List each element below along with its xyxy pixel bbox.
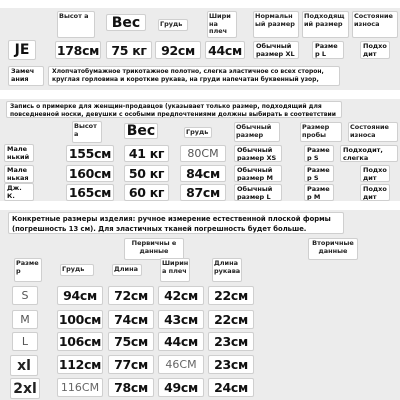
s2-row-c-label: Дж. К.: [4, 183, 34, 201]
s2-row-c-sample: Разме р M: [304, 184, 334, 201]
section-1-table: [0, 8, 400, 90]
size-s: S: [12, 286, 38, 305]
je-weight: 75 кг: [106, 41, 152, 59]
size-l: L: [12, 332, 38, 351]
header-height: Высот а: [57, 11, 95, 38]
s3-header-chest: Грудь: [60, 264, 94, 276]
header-wear-state: Состояние износа: [352, 11, 398, 38]
size-m-sleeve: 22см: [208, 310, 254, 329]
size-2xl-sleeve: 24см: [208, 378, 254, 397]
size-m-shoulder: 43см: [158, 310, 204, 329]
je-chest: 92см: [155, 41, 201, 59]
size-2xl: 2xl: [10, 378, 40, 399]
s2-row-a-state: Подходит, слегка: [340, 145, 398, 162]
s3-header-length: Длина: [112, 264, 142, 276]
size-xl-shoulder: 46CM: [158, 355, 204, 374]
s2-row-b-label: Мале нькая: [4, 165, 34, 183]
primary-data-label: Первичны е данные: [124, 238, 184, 260]
size-s-chest: 94см: [57, 286, 103, 305]
s2-row-c-state: Подхо дит: [360, 184, 390, 201]
s2-row-c-weight: 60 кг: [124, 184, 169, 201]
s2-row-a-label: Мале нький: [4, 144, 34, 162]
je-shoulder: 44см: [205, 41, 245, 59]
s2-row-c-height: 165см: [66, 184, 114, 201]
je-wear-state: Подхо дит: [360, 41, 390, 59]
s2-row-b-weight: 50 кг: [124, 165, 169, 182]
header-weight: Вес: [106, 14, 146, 31]
size-m: M: [12, 310, 38, 329]
s2-row-b-chest: 84см: [180, 165, 226, 182]
s2-row-a-weight: 41 кг: [124, 145, 169, 162]
je-normal-size: Обычный размер XL: [253, 41, 299, 59]
header-normal-size: Нормальн ый размер: [253, 11, 299, 38]
s3-header-shoulder: Ширин а плеч: [160, 258, 190, 282]
s2-header-weight: Вес: [124, 123, 158, 139]
size-m-length: 74см: [108, 310, 154, 329]
s2-header-chest: Грудь: [184, 127, 212, 138]
s3-header-sleeve: Длина рукава: [212, 258, 242, 282]
header-chest: Грудь: [158, 19, 188, 31]
size-xl-length: 77см: [108, 355, 154, 374]
size-l-length: 75см: [108, 332, 154, 351]
size-l-shoulder: 44см: [158, 332, 204, 351]
s3-header-size: Разме р: [14, 258, 42, 282]
section-3-intro: Конкретные размеры изделия: ручное измерение естественной плоской формы (погрешность 13 см). Для эластичных тканей погрешность будет больше.: [8, 212, 344, 234]
s2-row-b-normal: Обычный размер M: [234, 165, 282, 182]
s2-header-height: Высот а: [72, 121, 102, 143]
size-l-chest: 106см: [58, 334, 102, 349]
size-m-chest: 100см: [58, 312, 102, 327]
size-l-sleeve: 23см: [208, 332, 254, 351]
s2-row-a-chest: 80СМ: [180, 145, 226, 162]
size-s-shoulder: 42см: [158, 286, 204, 305]
s2-row-a-normal: Обычный размер XS: [234, 145, 282, 162]
note-text: Хлопчатобумажное трикотажное полотно, слегка эластичное со всех сторон, круглая горловина и короткие рукава, на груди напечатан буквенный узор,: [48, 66, 340, 86]
size-xl: xl: [10, 355, 38, 376]
s2-row-b-sample: Разме р S: [304, 165, 334, 182]
row-label-je: JE: [8, 40, 36, 60]
s2-row-c-chest: 87см: [180, 184, 226, 201]
size-2xl-length: 78см: [108, 378, 154, 397]
s2-row-a-sample: Разме р S: [304, 145, 334, 162]
s2-row-a-height: 155см: [66, 145, 114, 162]
s2-row-c-normal: Обычный размер L: [234, 184, 282, 201]
size-xl-chest: 112см: [58, 357, 102, 372]
header-shoulder: Шири на плеч: [207, 11, 237, 38]
s2-row-b-height: 160см: [66, 165, 114, 182]
section-2-table: [0, 99, 400, 201]
section-3-table: [0, 210, 400, 400]
section-2-intro: Запись о примерке для женщин-продавцов (указывает только размер, подходящий для повседневной носки, девушки с особыми предпочтениями должны выбирать в соответствии: [6, 101, 342, 118]
size-s-sleeve: 22см: [208, 286, 254, 305]
note-label: Замеч ания: [8, 66, 44, 86]
size-2xl-chest: 116CM: [57, 378, 103, 397]
size-xl-sleeve: 23см: [208, 355, 254, 374]
je-fitting-size: Разме р L: [312, 41, 344, 59]
header-fitting-size: Подходящ ий размер: [302, 11, 349, 38]
je-height: 178см: [56, 42, 100, 58]
s2-row-b-state: Подхо дит: [360, 165, 390, 182]
size-2xl-shoulder: 49см: [158, 378, 204, 397]
s2-header-sample-size: Размер пробы: [300, 122, 342, 142]
size-s-length: 72см: [108, 286, 154, 305]
s2-header-wear-state: Состояние износа: [348, 122, 398, 142]
s2-header-normal-size: Обычный размер: [234, 122, 280, 142]
secondary-data-label: Вторичные данные: [308, 238, 358, 260]
